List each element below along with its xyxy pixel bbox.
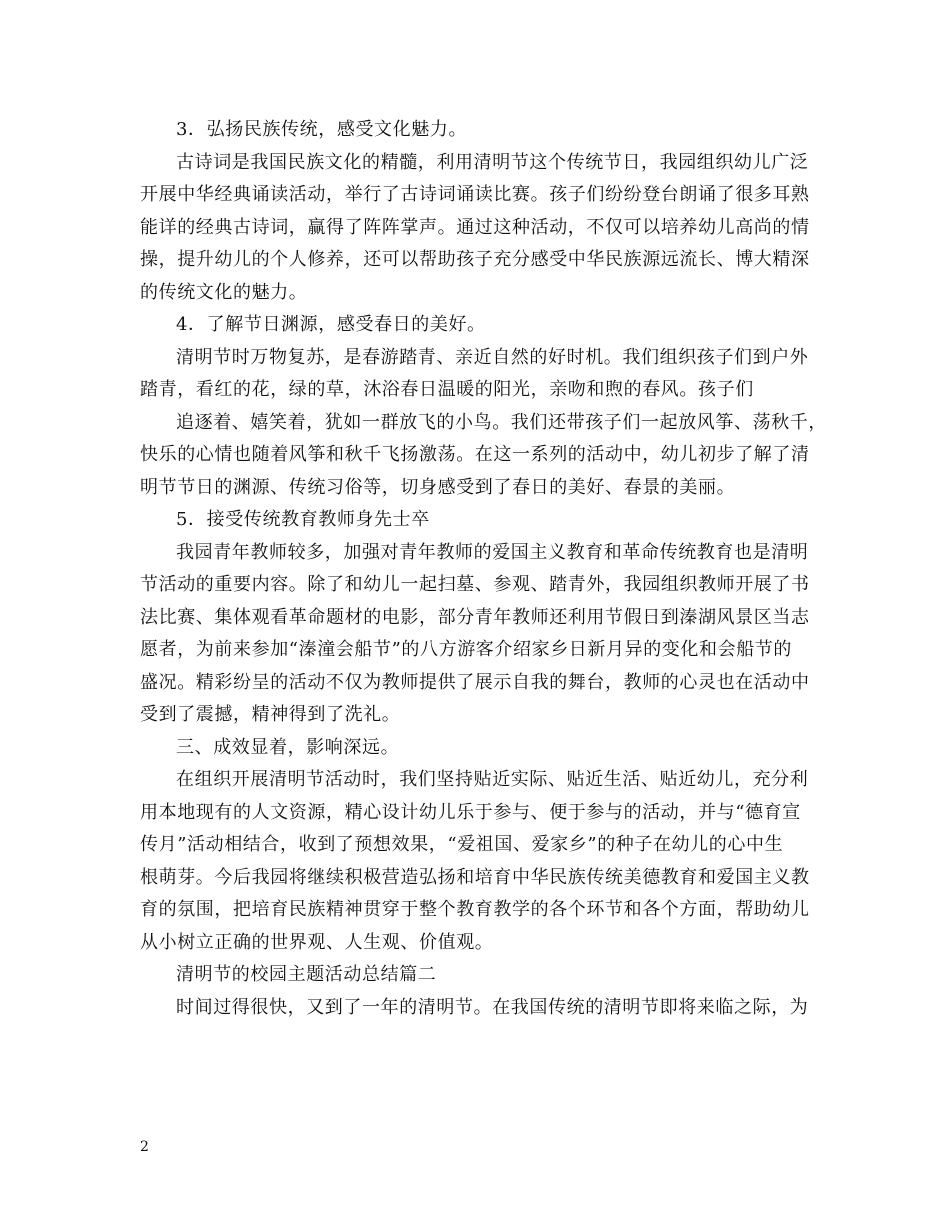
text-line: 法比赛、集体观看革命题材的电影，部分青年教师还利用节假日到溱湖风景区当志 xyxy=(140,606,810,628)
body-text xyxy=(140,114,827,1024)
text-line: 从小树立正确的世界观、人生观、价值观。 xyxy=(140,931,494,953)
text-line: 3．弘扬民族传统，感受文化魅力。 xyxy=(176,119,468,140)
text-line: 在组织开展清明节活动时，我们坚持贴近实际、贴近生活、贴近幼儿，充分利 xyxy=(176,769,809,790)
document-body xyxy=(140,114,827,1024)
text-line: 清明节的校园主题活动总结篇二 xyxy=(176,964,437,985)
page-number: 2 xyxy=(140,1139,149,1155)
text-line: 盛况。精彩纷呈的活动不仅为教师提供了展示自我的舞台，教师的心灵也在活动中 xyxy=(140,671,810,693)
text-line: 育的氛围，把培育民族精神贯穿于整个教育教学的各个环节和各个方面，帮助幼儿 xyxy=(140,899,810,920)
text-line: 我园青年教师较多，加强对青年教师的爱国主义教育和革命传统教育也是清明 xyxy=(176,541,809,563)
text-line: 踏青，看红的花，绿的草，沐浴春日温暖的阳光，亲吻和煦的春风。孩子们 xyxy=(140,379,754,400)
text-line: 5．接受传统教育教师身先士卒 xyxy=(176,509,430,530)
text-line: 明节节日的渊源、传统习俗等，切身感受到了春日的美好、春景的美丽。 xyxy=(140,476,736,498)
text-line: 古诗词是我国民族文化的精髓，利用清明节这个传统节日，我园组织幼儿广泛 xyxy=(176,151,809,173)
text-line: 追逐着、嬉笑着，犹如一群放飞的小鸟。我们还带孩子们一起放风筝、荡秋千， xyxy=(176,411,827,433)
text-line: 4．了解节日渊源，感受春日的美好。 xyxy=(176,314,486,335)
text-line: 受到了震撼，精神得到了洗礼。 xyxy=(140,704,401,725)
text-line: 的传统文化的魅力。 xyxy=(140,281,308,303)
text-line: 时间过得很快，又到了一年的清明节。在我国传统的清明节即将来临之际，为 xyxy=(176,996,809,1018)
text-line: 愿者，为前来参加“溱潼会船节”的八方游客介绍家乡日新月异的变化和会船节的 xyxy=(140,639,793,660)
text-line: 操，提升幼儿的个人修养，还可以帮助孩子充分感受中华民族源远流长、博大精深 xyxy=(140,249,810,270)
text-line: 清明节时万物复苏，是春游踏青、亲近自然的好时机。我们组织孩子们到户外 xyxy=(176,346,809,368)
text-line: 快乐的心情也随着风筝和秋千飞扬激荡。在这一系列的活动中，幼儿初步了解了清 xyxy=(140,444,810,465)
text-line: 传月”活动相结合，收到了预想效果，“爱祖国、爱家乡”的种子在幼儿的心中生 xyxy=(140,834,784,855)
text-line: 能详的经典古诗词，赢得了阵阵掌声。通过这种活动，不仅可以培养幼儿高尚的情 xyxy=(140,216,810,238)
text-line: 根萌芽。今后我园将继续积极营造弘扬和培育中华民族传统美德教育和爱国主义教 xyxy=(140,866,810,888)
text-line: 节活动的重要内容。除了和幼儿一起扫墓、参观、踏青外，我园组织教师开展了书 xyxy=(140,574,810,595)
text-line: 用本地现有的人文资源，精心设计幼儿乐于参与、便于参与的活动，并与“德育宣 xyxy=(140,801,801,823)
text-line: 开展中华经典诵读活动，举行了古诗词诵读比赛。孩子们纷纷登台朗诵了很多耳熟 xyxy=(140,184,810,205)
text-line: 三、成效显着，影响深远。 xyxy=(176,736,400,758)
